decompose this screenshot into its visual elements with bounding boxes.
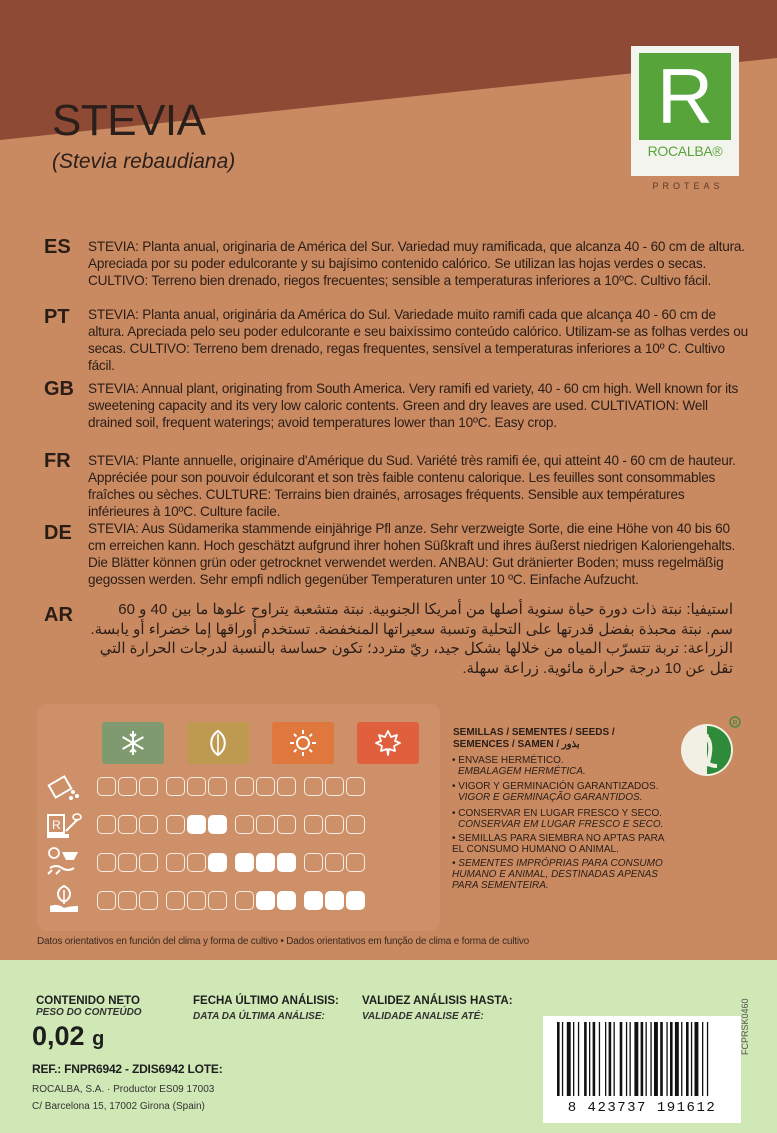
lang-code-ar: AR: [44, 604, 73, 626]
net-content-label: CONTENIDO NETO: [36, 995, 140, 1007]
month-cell: [118, 891, 137, 910]
barcode-number: 8 423737 191612: [567, 1100, 717, 1116]
logo-letter: R: [656, 52, 714, 140]
month-cell: [166, 853, 185, 872]
month-cell: [346, 853, 365, 872]
lang-code-es: ES: [44, 236, 71, 258]
month-cell: [139, 777, 158, 796]
month-cell: [346, 777, 365, 796]
reference-lot: REF.: FNPR6942 - ZDIS6942 LOTE:: [32, 1062, 223, 1076]
month-cell: [118, 815, 137, 834]
seed-info-item: [452, 858, 667, 891]
month-cell: [325, 815, 344, 834]
barcode-bar: [695, 1022, 699, 1096]
seed-info-es: • CONSERVAR EN LUGAR FRESCO Y SECO.: [452, 808, 663, 819]
barcode-bar: [567, 1022, 571, 1096]
month-cell: [139, 853, 158, 872]
outdoor-sowing-icon: [44, 844, 84, 878]
month-cell: [256, 891, 275, 910]
description-fr: STEVIA: Plante annuelle, originaire d'Amérique du Sud. Variété très ramifi ée, qui atteint 40 - 60 cm de hauteur. Appréciée pour son pouvoir édulcorant et son très faible contenu calorique. Les feuilles sont consommables fraîches ou sèches. CULTURE: Terrains bien drainés, arrosages fréquents. Sensible aux températures inférieures à 10ºC. Culture facile.: [88, 453, 736, 519]
calendar-row-greenhouse: [97, 815, 367, 834]
month-cell: [235, 815, 254, 834]
month-cell: [277, 815, 296, 834]
weight-unit: g: [92, 1028, 105, 1050]
season-winter: [102, 722, 164, 764]
barcode-bar: [620, 1022, 623, 1096]
svg-text:R: R: [732, 720, 738, 727]
svg-text:R: R: [52, 818, 61, 832]
month-cell: [187, 815, 206, 834]
month-cell: [277, 777, 296, 796]
validity-label-pt: VALIDADE ANALISE ATÉ:: [362, 1011, 484, 1022]
barcode-bar: [562, 1022, 563, 1096]
calendar-row-harvest: [97, 891, 367, 910]
month-cell: [277, 853, 296, 872]
snowflake-icon: [118, 728, 148, 758]
barcode-bar: [670, 1022, 673, 1096]
calendar-row-outdoor: [97, 853, 367, 872]
barcode-bar: [578, 1022, 579, 1096]
analysis-date-label: FECHA ÚLTIMO ANÁLISIS:: [193, 995, 339, 1007]
barcode-bar: [681, 1022, 682, 1096]
brand-logo: [631, 46, 739, 176]
barcode-bar: [573, 1022, 574, 1096]
product-latin-name: (Stevia rebaudiana): [52, 150, 236, 173]
description-ar: استيفيا: نبتة ذات دورة حياة سنوية أصلها من أمريكا الجنوبية. نبتة متشعبة يتراوح علوها ما بين 40 و 60 سم. نبتة محبذة بفضل قدرتها على التحلية وتسبة سعيراتها المنخفضة. تستخدم أوراقها إما خضراء أو يابسة. الزراعة: تربة تتسرّب المياه من خلالها بشكل جيد، ريّ متردد؛ تكون حساسة بالنسبة لدرجات الحرارة التي تقل عن 10 درجة حرارة مائوية. زراعة سهلة.: [90, 601, 733, 677]
lang-code-fr: FR: [44, 450, 71, 472]
barcode-bar: [589, 1022, 590, 1096]
barcode-bar: [605, 1022, 606, 1096]
seed-tray-icon: [44, 770, 84, 804]
barcode-bar: [630, 1022, 631, 1096]
barcode-bar: [686, 1022, 689, 1096]
description-pt: STEVIA: Planta anual, originária da América do Sul. Variedade muito ramifi cada que alcança 40 - 60 cm de altura. Apreciada pelo seu poder edulcorante e seu baixíssimo conteúdo calórico. Utilizam-se as folhas verdes ou secas. CULTIVO: Terreno bem drenado, regas frequentes, sensível a temperaturas inferiores a 10º C. Cultivo fácil.: [88, 307, 748, 373]
month-cell: [304, 891, 323, 910]
month-cell: [277, 891, 296, 910]
month-cell: [187, 777, 206, 796]
month-cell: [208, 777, 227, 796]
month-cell: [325, 891, 344, 910]
month-cell: [304, 853, 323, 872]
season-summer: [272, 722, 334, 764]
month-cell: [118, 777, 137, 796]
barcode-bar: [634, 1022, 638, 1096]
seed-info-pt: • SEMENTES IMPRÓPRIAS PARA CONSUMO HUMANO E ANIMAL, DESTINADAS APENAS PARA SEMENTEIRA.: [452, 858, 663, 891]
producer-address: C/ Barcelona 15, 17002 Girona (Spain): [32, 1101, 205, 1112]
barcode-bar: [626, 1022, 627, 1096]
month-cell: [235, 891, 254, 910]
sun-icon: [288, 728, 318, 758]
barcode-bar: [707, 1022, 708, 1096]
month-cell: [139, 815, 158, 834]
barcode-bar: [666, 1022, 667, 1096]
month-cell: [139, 891, 158, 910]
barcode: [543, 1016, 741, 1123]
month-cell: [325, 853, 344, 872]
barcode-bar: [675, 1022, 679, 1096]
month-cell: [166, 777, 185, 796]
barcode-bar: [584, 1022, 587, 1096]
season-spring: [187, 722, 249, 764]
month-cell: [256, 777, 275, 796]
green-dot-recycling-icon: [679, 716, 741, 778]
seed-info-pt: CONSERVAR EM LUGAR FRESCO E SECO.: [458, 819, 664, 830]
logo-mark: [639, 53, 731, 140]
seed-info-item: [452, 781, 682, 803]
month-cell: [346, 891, 365, 910]
producer-info: ROCALBA, S.A. · Productor ES09 17003: [32, 1084, 215, 1095]
month-cell: [97, 815, 116, 834]
month-cell: [97, 853, 116, 872]
month-cell: [166, 891, 185, 910]
month-cell: [187, 853, 206, 872]
month-cell: [208, 815, 227, 834]
seeds-title-line1: SEMILLAS / SEMENTES / SEEDS /: [453, 727, 615, 738]
description-gb: STEVIA: Annual plant, originating from South America. Very ramifi ed variety, 40 - 60 cm high. Well known for its sweetening capacity and its very low caloric contents. Green and dry leaves are used. CULTIVATION: Well drained soil, frequent waterings; avoid temperatures lower than 10ºC. Easy crop.: [88, 381, 739, 430]
seed-info-pt: EMBALAGEM HERMÉTICA.: [458, 766, 586, 777]
net-content-label-pt: PESO DO CONTEÚDO: [36, 1007, 142, 1018]
maple-leaf-icon: [373, 728, 403, 758]
month-cell: [166, 815, 185, 834]
net-weight: [32, 1021, 104, 1052]
season-autumn: [357, 722, 419, 764]
brand-name: ROCALBA®: [647, 143, 723, 159]
lang-code-pt: PT: [44, 306, 70, 328]
month-cell: [304, 815, 323, 834]
month-cell: [256, 815, 275, 834]
seed-info-es: • ENVASE HERMÉTICO.: [452, 755, 564, 766]
seeds-title-line2: SEMENCES / SAMEN / بذور: [453, 739, 580, 750]
calendar-row-seedbed: [97, 777, 367, 796]
barcode-bar: [660, 1022, 663, 1096]
weight-value: 0,02: [32, 1021, 85, 1051]
description-de: STEVIA: Aus Südamerika stammende einjährige Pfl anze. Sehr verzweigte Sorte, die eine Höhe von 40 bis 60 cm erreichen kann. Hoch geschätzt aufgrund ihrer hohen Süßkraft und ihres äußerst niedrigen Kaloriengehalts. Die Blätter können grün oder getrocknet verwendet werden. ANBAU: Gut dränierter Boden; muss regelmäßig gegossen werden. Sehr empfi ndlich gegenüber Temperaturen unter 10 ºC. Einfache Aufzucht.: [88, 521, 736, 587]
barcode-bar: [646, 1022, 647, 1096]
seed-info-item: [452, 808, 682, 830]
month-cell: [187, 891, 206, 910]
barcode-bar: [614, 1022, 615, 1096]
description-es: STEVIA: Planta anual, originaria de América del Sur. Variedad muy ramificada, que alcanza 40 - 60 cm de altura. Apreciada por su poder edulcorante y su bajísimo contenido calórico. Se utilizan las hojas verdes o secas. CULTIVO: Terreno bien drenado, riegos frecuentes; sensible a temperaturas inferiores a 10ºC. Cultivo fácil.: [88, 239, 745, 288]
month-cell: [304, 777, 323, 796]
orientative-note: Datos orientativos en función del clima y forma de cultivo • Dados orientativos em função de clima e forma de cultivo: [37, 936, 530, 947]
month-cell: [208, 853, 227, 872]
barcode-bars: [543, 1016, 741, 1100]
barcode-bar: [609, 1022, 612, 1096]
barcode-bar: [599, 1022, 600, 1096]
seed-info-pt: VIGOR E GERMINAÇÃO GARANTIDOS.: [458, 792, 643, 803]
harvest-hand-icon: [44, 882, 84, 916]
barcode-bar: [702, 1022, 703, 1096]
sowing-calendar: [37, 704, 440, 931]
month-cell: [325, 777, 344, 796]
validity-label: VALIDEZ ANÁLISIS HASTA:: [362, 995, 513, 1007]
month-cell: [97, 891, 116, 910]
barcode-bar: [654, 1022, 658, 1096]
seed-info-item: [452, 833, 672, 855]
brand-tagline: PROTEAS: [652, 181, 724, 191]
barcode-bar: [593, 1022, 596, 1096]
barcode-bar: [650, 1022, 651, 1096]
month-cell: [97, 777, 116, 796]
month-cell: [208, 891, 227, 910]
seeds-info-title: [453, 727, 653, 751]
product-title: STEVIA: [52, 96, 206, 145]
analysis-date-label-pt: DATA DA ÚLTIMA ANÁLISE:: [193, 1011, 325, 1022]
leaf-icon: [203, 728, 233, 758]
month-cell: [346, 815, 365, 834]
month-cell: [235, 853, 254, 872]
month-cell: [118, 853, 137, 872]
barcode-bar: [641, 1022, 644, 1096]
lang-code-de: DE: [44, 522, 72, 544]
greenhouse-sowing-icon: [44, 808, 84, 842]
lang-code-gb: GB: [44, 378, 74, 400]
month-cell: [235, 777, 254, 796]
barcode-bar: [557, 1022, 560, 1096]
print-code: FCPRSK0460: [740, 998, 750, 1055]
seed-info-es: • VIGOR Y GERMINACIÓN GARANTIZADOS.: [452, 781, 659, 792]
barcode-bar: [691, 1022, 692, 1096]
month-cell: [256, 853, 275, 872]
seed-info-es: • SEMILLAS PARA SIEMBRA NO APTAS PARA EL CONSUMO HUMANO O ANIMAL.: [452, 833, 664, 855]
seed-info-item: [452, 755, 682, 777]
